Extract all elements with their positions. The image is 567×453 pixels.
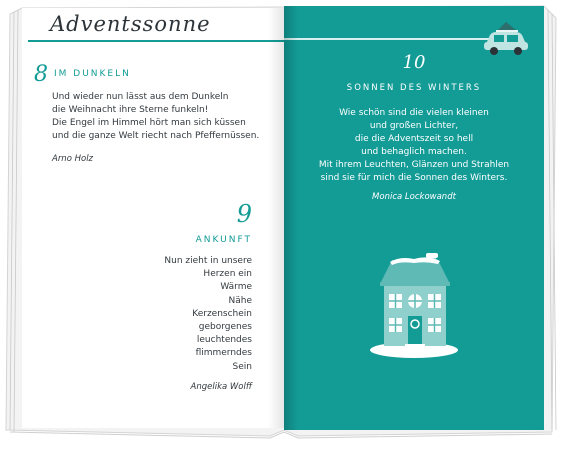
poem-line: die die Adventszeit so hell bbox=[354, 134, 474, 144]
author-arno-holz: Arno Holz bbox=[52, 154, 94, 164]
poem-line: Kerzenschein bbox=[192, 308, 252, 319]
heading-sonnen-des-winters: SONNEN DES WINTERS bbox=[346, 83, 482, 93]
poem-line: Sein bbox=[232, 361, 252, 372]
left-page bbox=[22, 8, 284, 428]
heading-ankunft: ANKUNFT bbox=[195, 235, 252, 245]
day-number-9: 9 bbox=[236, 200, 252, 228]
poem-line: und großen Lichter, bbox=[369, 121, 459, 131]
poem-line: Nun zieht in unsere bbox=[164, 256, 252, 266]
day-number-10: 10 bbox=[402, 52, 426, 73]
author-angelika-wolff: Angelika Wolff bbox=[190, 382, 252, 392]
poem-im-dunkeln bbox=[52, 91, 259, 143]
poem-line: und die ganze Welt riecht nach Pfeffernüssen. bbox=[52, 131, 260, 141]
book-title: Adventssonne bbox=[50, 12, 211, 36]
poem-line: Wie schön sind die vielen kleinen bbox=[339, 108, 489, 118]
poem-line: Wärme bbox=[220, 282, 252, 293]
right-page bbox=[284, 6, 544, 430]
title-rule-right bbox=[284, 38, 494, 40]
heading-im-dunkeln: IM DUNKELN bbox=[54, 69, 131, 79]
poem-line: Die Engel im Himmel hört man sich küssen bbox=[52, 118, 246, 128]
poem-line: flimmerndes bbox=[195, 348, 252, 359]
poem-line: sind sie für mich die Sonnen des Winters. bbox=[320, 173, 508, 183]
snowy-house-icon bbox=[370, 250, 460, 360]
title-rule bbox=[28, 40, 284, 42]
poem-line: Und wieder nun lässt aus dem Dunkeln bbox=[52, 92, 229, 102]
poem-line: Mit ihrem Leuchten, Glänzen und Strahlen bbox=[318, 160, 510, 170]
poem-ankunft bbox=[164, 255, 252, 374]
poem-line: die Weihnacht ihre Sterne funkeln! bbox=[52, 105, 209, 115]
poem-line: Herzen ein bbox=[203, 269, 252, 280]
car-with-tree-icon bbox=[480, 20, 532, 56]
poem-line: leuchtendes bbox=[196, 335, 252, 346]
day-number-8: 8 bbox=[34, 62, 48, 87]
author-monica-lockowandt: Monica Lockowandt bbox=[372, 192, 456, 202]
poem-line: geborgenes bbox=[198, 322, 252, 333]
poem-line: und behaglich machen. bbox=[361, 147, 467, 157]
poem-sonnen-des-winters bbox=[284, 107, 544, 185]
poem-line: Nähe bbox=[228, 295, 252, 306]
